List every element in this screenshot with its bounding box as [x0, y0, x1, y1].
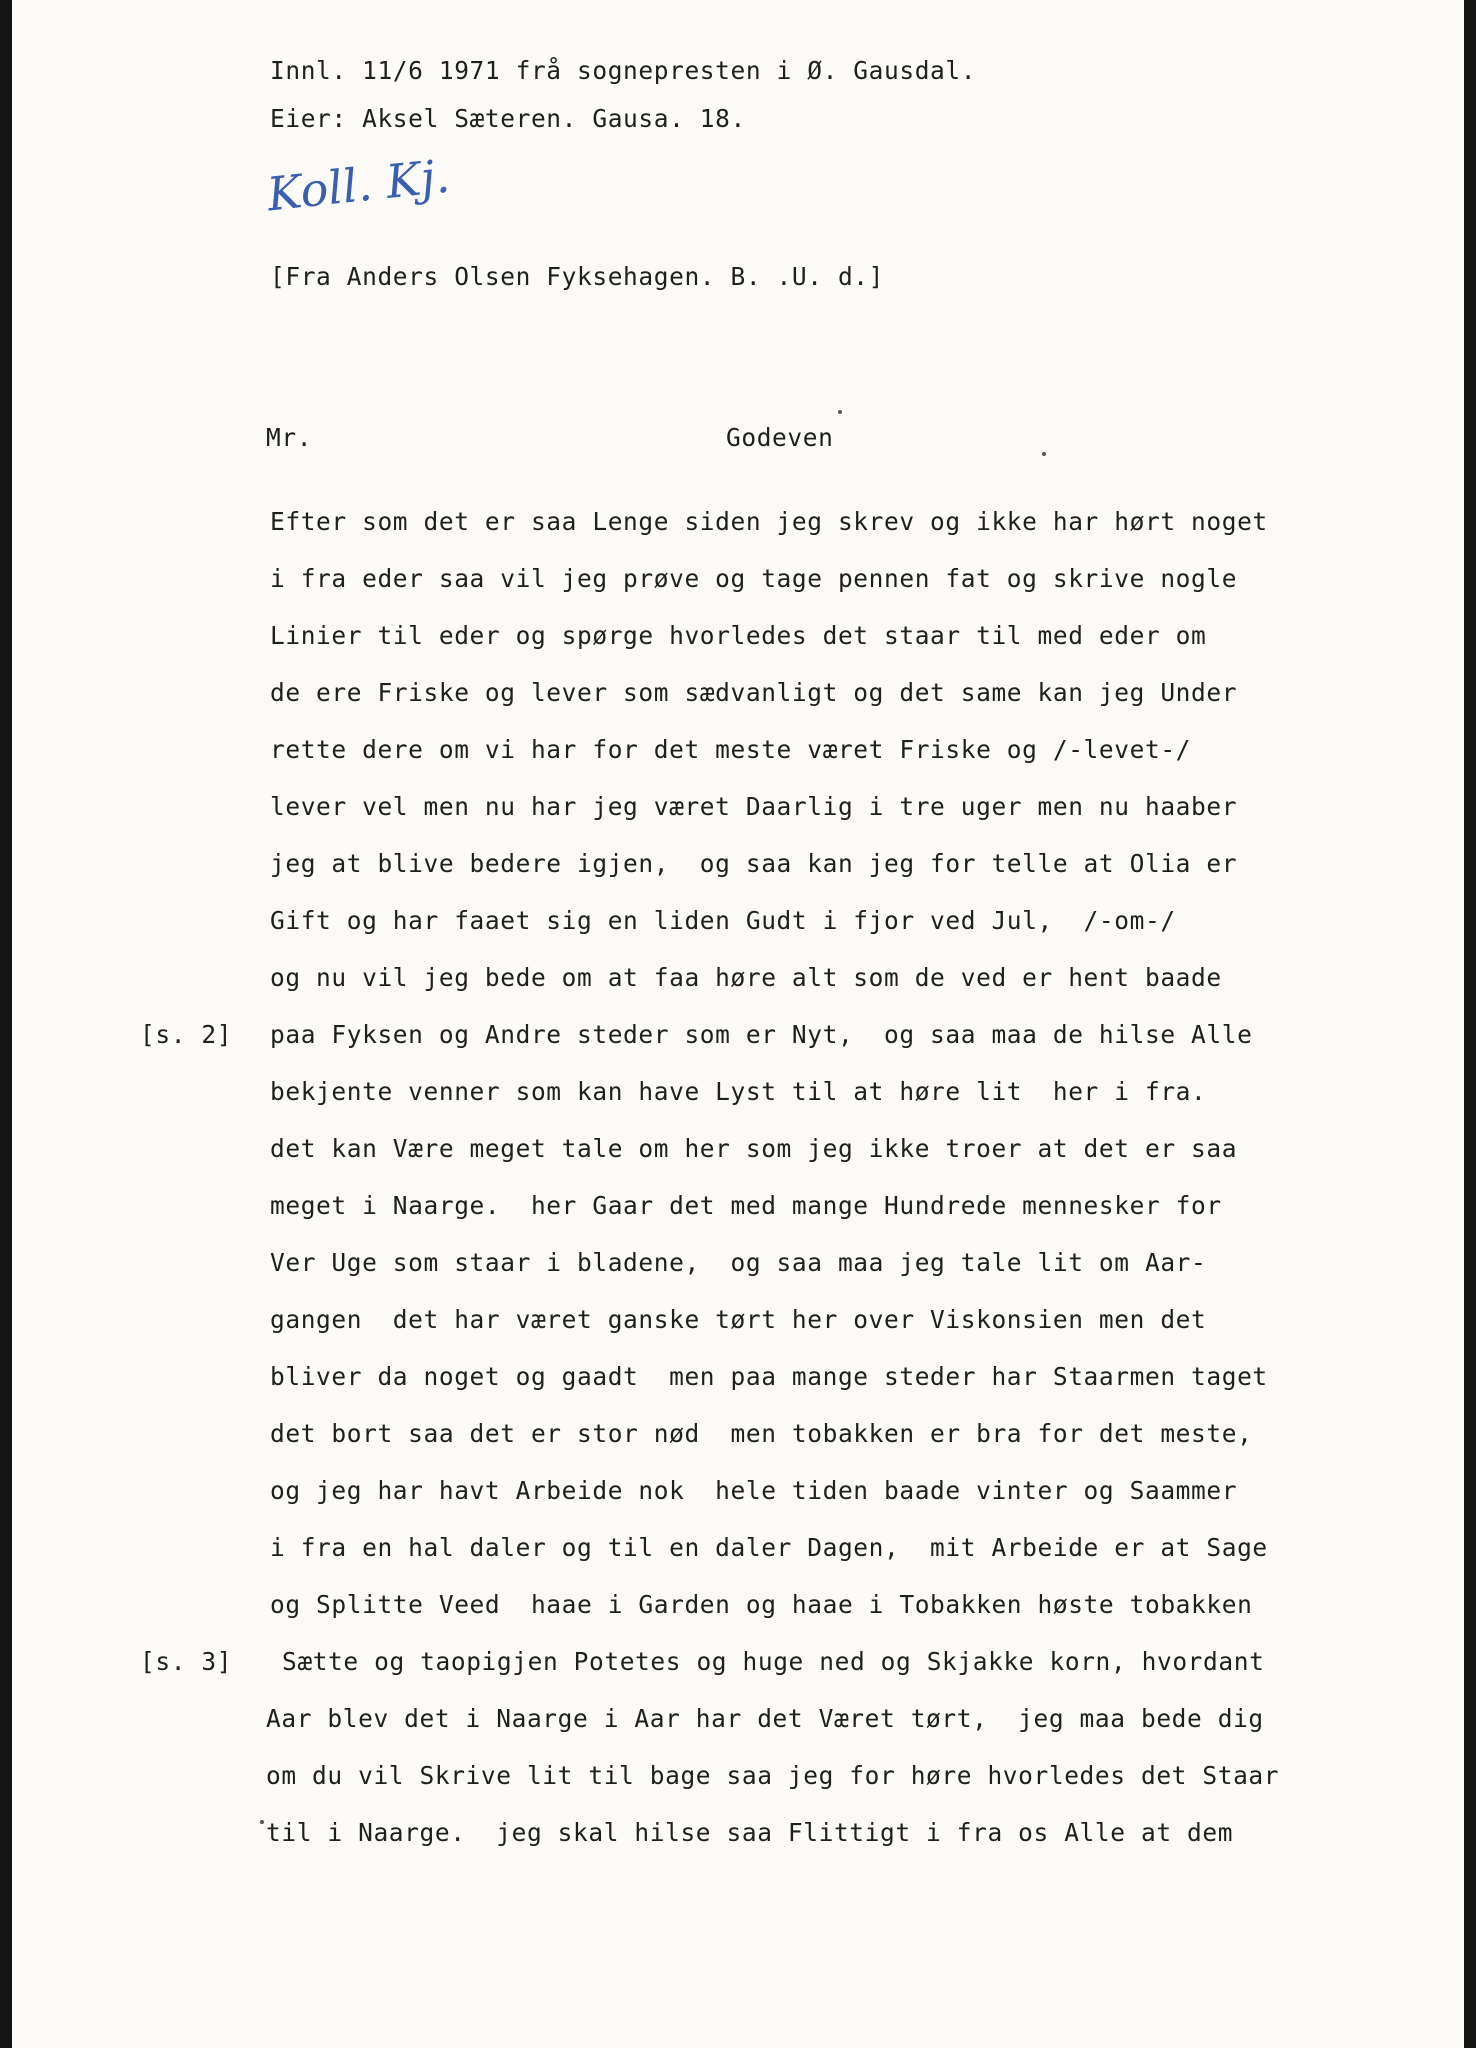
letter-line: til i Naarge. jeg skal hilse saa Flittigt i fra os Alle at dem: [266, 1818, 1234, 1847]
letter-line: Ver Uge som staar i bladene, og saa maa jeg tale lit om Aar-: [270, 1248, 1207, 1277]
paper-speck: [260, 1820, 264, 1824]
letter-line: det bort saa det er stor nød men tobakken er bra for det meste,: [270, 1419, 1253, 1448]
paper-speck: [1042, 452, 1046, 456]
letter-line: og jeg har havt Arbeide nok hele tiden baade vinter og Saammer: [270, 1476, 1238, 1505]
letter-line: i fra en hal daler og til en daler Dagen, mit Arbeide er at Sage: [270, 1533, 1268, 1562]
letter-line: jeg at blive bedere igjen, og saa kan jeg for telle at Olia er: [270, 849, 1238, 878]
letter-line: rette dere om vi har for det meste været Friske og /-levet-/: [270, 735, 1192, 764]
salutation-center: Godeven: [726, 423, 834, 452]
letter-line: gangen det har været ganske tørt her over Viskonsien men det: [270, 1305, 1207, 1334]
page-marker-3: [s. 3]: [140, 1647, 233, 1676]
letter-line: bekjente venner som kan have Lyst til at høre lit her i fra.: [270, 1077, 1207, 1106]
letter-line: og nu vil jeg bede om at faa høre alt som de ved er hent baade: [270, 963, 1222, 992]
letter-line: Gift og har faaet sig en liden Gudt i fjor ved Jul, /-om-/: [270, 906, 1176, 935]
letter-line: Sætte og taopigjen Potetes og huge ned og Skjakke korn, hvordant: [282, 1647, 1265, 1676]
letter-line: Efter som det er saa Lenge siden jeg skrev og ikke har hørt noget: [270, 507, 1268, 536]
letter-line: Linier til eder og spørge hvorledes det staar til med eder om: [270, 621, 1207, 650]
letter-line: og Splitte Veed haae i Garden og haae i Tobakken høste tobakken: [270, 1590, 1253, 1619]
source-line: [Fra Anders Olsen Fyksehagen. B. .U. d.]: [270, 262, 885, 291]
letter-line: i fra eder saa vil jeg prøve og tage pennen fat og skrive nogle: [270, 564, 1238, 593]
page-marker-2: [s. 2]: [140, 1020, 233, 1049]
salutation-left: Mr.: [266, 423, 313, 452]
letter-line: de ere Friske og lever som sædvanligt og det same kan jeg Under: [270, 678, 1238, 707]
letter-line: meget i Naarge. her Gaar det med mange Hundrede mennesker for: [270, 1191, 1222, 1220]
owner-line: Eier: Aksel Sæteren. Gausa. 18.: [270, 104, 746, 133]
letter-line: paa Fyksen og Andre steder som er Nyt, og saa maa de hilse Alle: [270, 1020, 1253, 1049]
handwritten-note: Koll. Kj.: [264, 148, 453, 222]
letter-line: lever vel men nu har jeg været Daarlig i tre uger men nu haaber: [270, 792, 1238, 821]
letter-line: om du vil Skrive lit til bage saa jeg for høre hvorledes det Staar: [266, 1761, 1280, 1790]
letter-line: det kan Være meget tale om her som jeg ikke troer at det er saa: [270, 1134, 1238, 1163]
letter-line: bliver da noget og gaadt men paa mange steder har Staarmen taget: [270, 1362, 1268, 1391]
document-page: [12, 0, 1464, 2048]
paper-speck: [838, 410, 842, 414]
received-line: Innl. 11/6 1971 frå sognepresten i Ø. Gausdal.: [270, 56, 977, 85]
letter-line: Aar blev det i Naarge i Aar har det Været tørt, jeg maa bede dig: [266, 1704, 1264, 1733]
